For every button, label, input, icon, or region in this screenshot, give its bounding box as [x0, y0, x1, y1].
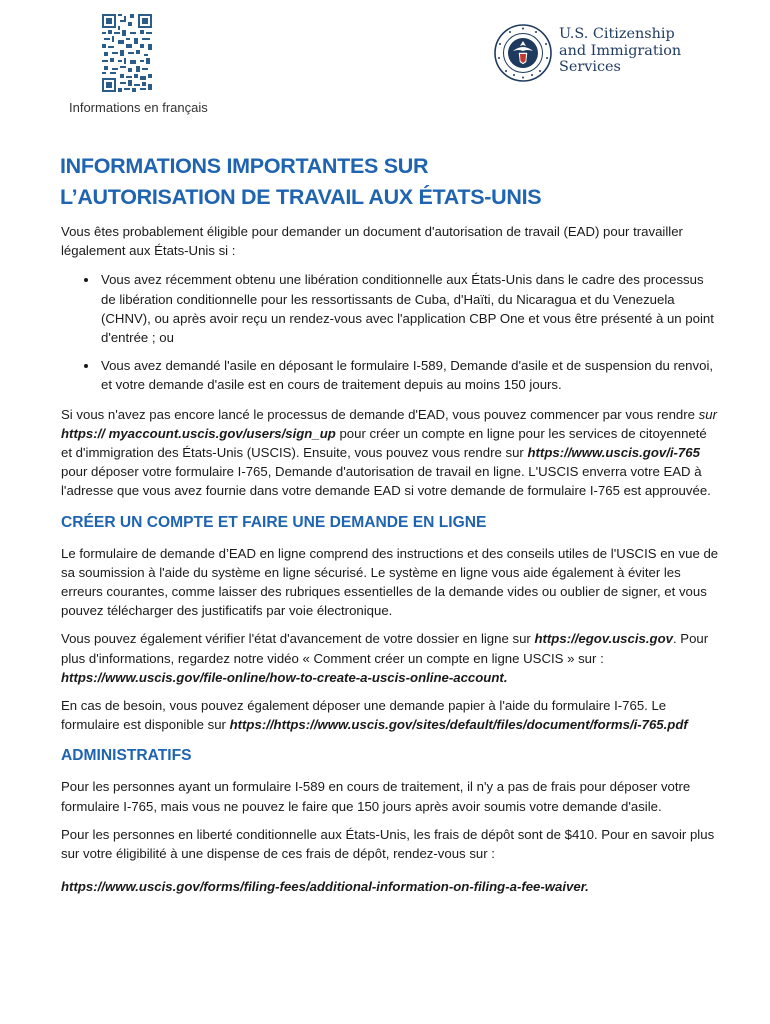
asylum-fees-paragraph: Pour les personnes ayant un formulaire I-589 en cours de traitement, il n'y a pas de frais pour déposer votre formulaire I-765, mais vous ne pouvez le faire que 150 jours après avoir soumis votre demande d'asile.	[61, 779, 691, 814]
paragraph-text: pour déposer votre formulaire I-765, Demande d'autorisation de travail en ligne. L'USCIS enverra votre EAD à l'adresse que vous avez fournie dans votre demande EAD si votre demande de formulaire I-765 est approuvée.	[61, 464, 711, 499]
parole-fees-paragraph: Pour les personnes en liberté conditionnelle aux États-Unis, les frais de dépôt sont de $410. Pour en savoir plus sur votre éligibilité à une dispense de ces frais de dépôt, rendez-vous sur :	[61, 826, 715, 862]
document-title	[60, 151, 720, 213]
paragraph-text: . Pour plus d'informations, regardez notre vidéo « Comment créer un compte en ligne USCIS » sur :	[61, 631, 709, 666]
agency-name-line: Services	[559, 59, 621, 75]
fee-waiver-link[interactable]: https://www.uscis.gov/forms/filing-fees/additional-information-on-filing-a-fee-waiver	[61, 879, 586, 895]
document-title-line: INFORMATIONS IMPORTANTES SUR	[60, 154, 429, 178]
paragraph-text: En cas de besoin, vous pouvez également déposer une demande papier à l'aide du formulaire I-765. Le formulaire est disponible sur	[61, 698, 667, 733]
intro-paragraph: Vous êtes probablement éligible pour demander un document d'autorisation de travail (EAD) pour travailler légalement aux États-Unis si :	[61, 224, 683, 259]
paragraph-text: .	[503, 669, 508, 685]
paragraph-text: sur	[698, 406, 717, 422]
paragraph-text: pour créer un compte en ligne pour les services de citoyenneté et d'immigration des États-Unis (USCIS). Ensuite, vous pouvez vous rendre sur	[61, 425, 707, 461]
list-item: • Vous avez demandé l'asile en déposant le formulaire I-589, Demande d'asile et de suspension du renvoi, et votre demande d'asile est en cours de traitement depuis au moins 150 jours.	[99, 356, 721, 394]
eligibility-list	[61, 270, 721, 394]
list-item: • Vous avez récemment obtenu une libération conditionnelle aux États-Unis dans le cadre des processus de libération conditionnelle pour les ressortissants de Cuba, d'Haïti, du Nicaragua et du Venezuela (CHNV), ou après avoir reçu un rendez-vous avec l'application CBP One et vous être présenté à un point d'entrée ; ou	[99, 270, 721, 347]
dhs-seal-icon	[494, 24, 552, 82]
paragraph-text: .	[585, 879, 589, 895]
agency-name	[559, 26, 739, 76]
qr-caption: Informations en français	[69, 100, 208, 115]
i765-link[interactable]: https://www.uscis.gov/i-765	[527, 445, 700, 461]
online-form-paragraph: Le formulaire de demande d’EAD en ligne comprend des instructions et des conseils utiles de l'USCIS en vue de sa soumission à l'aide du système en ligne sécurisé. Le système en ligne vous aide également à éviter les erreurs courantes, comme laisser des rubriques essentielles de la demande vides ou oublier de signer, et vous pouvez télécharger des justificatifs par voie électronique.	[61, 545, 719, 619]
online-account-video-link[interactable]: https://www.uscis.gov/file-online/how-to-create-a-uscis-online-account	[61, 669, 504, 685]
i765-pdf-link[interactable]: https://https://www.uscis.gov/sites/default/files/document/forms/i-765.pdf	[229, 717, 688, 733]
paper-form-paragraph	[61, 696, 721, 734]
qr-code-icon[interactable]	[102, 14, 152, 92]
egov-link[interactable]: https://egov.uscis.gov	[534, 631, 673, 647]
document-title-line: L’AUTORISATION DE TRAVAIL AUX ÉTATS-UNIS	[60, 185, 542, 209]
check-status-paragraph	[61, 629, 721, 687]
paragraph-text: Vous pouvez également vérifier l'état d'avancement de votre dossier en ligne sur	[61, 631, 535, 647]
document-body	[61, 222, 721, 905]
how-to-start-paragraph	[61, 405, 721, 501]
fee-waiver-link-paragraph	[61, 877, 721, 896]
agency-name-line: and Immigration	[559, 42, 682, 59]
myaccount-link[interactable]: https:// myaccount.uscis.gov/users/sign_up	[61, 425, 336, 441]
agency-name-line: U.S. Citizenship	[559, 26, 675, 42]
section-heading-create-account: CRÉER UN COMPTE ET FAIRE UNE DEMANDE EN LIGNE	[61, 513, 487, 531]
section-heading-fees: ADMINISTRATIFS	[61, 747, 192, 765]
paragraph-text: Si vous n'avez pas encore lancé le processus de demande d'EAD, vous pouvez commencer par vous rendre	[61, 406, 699, 422]
